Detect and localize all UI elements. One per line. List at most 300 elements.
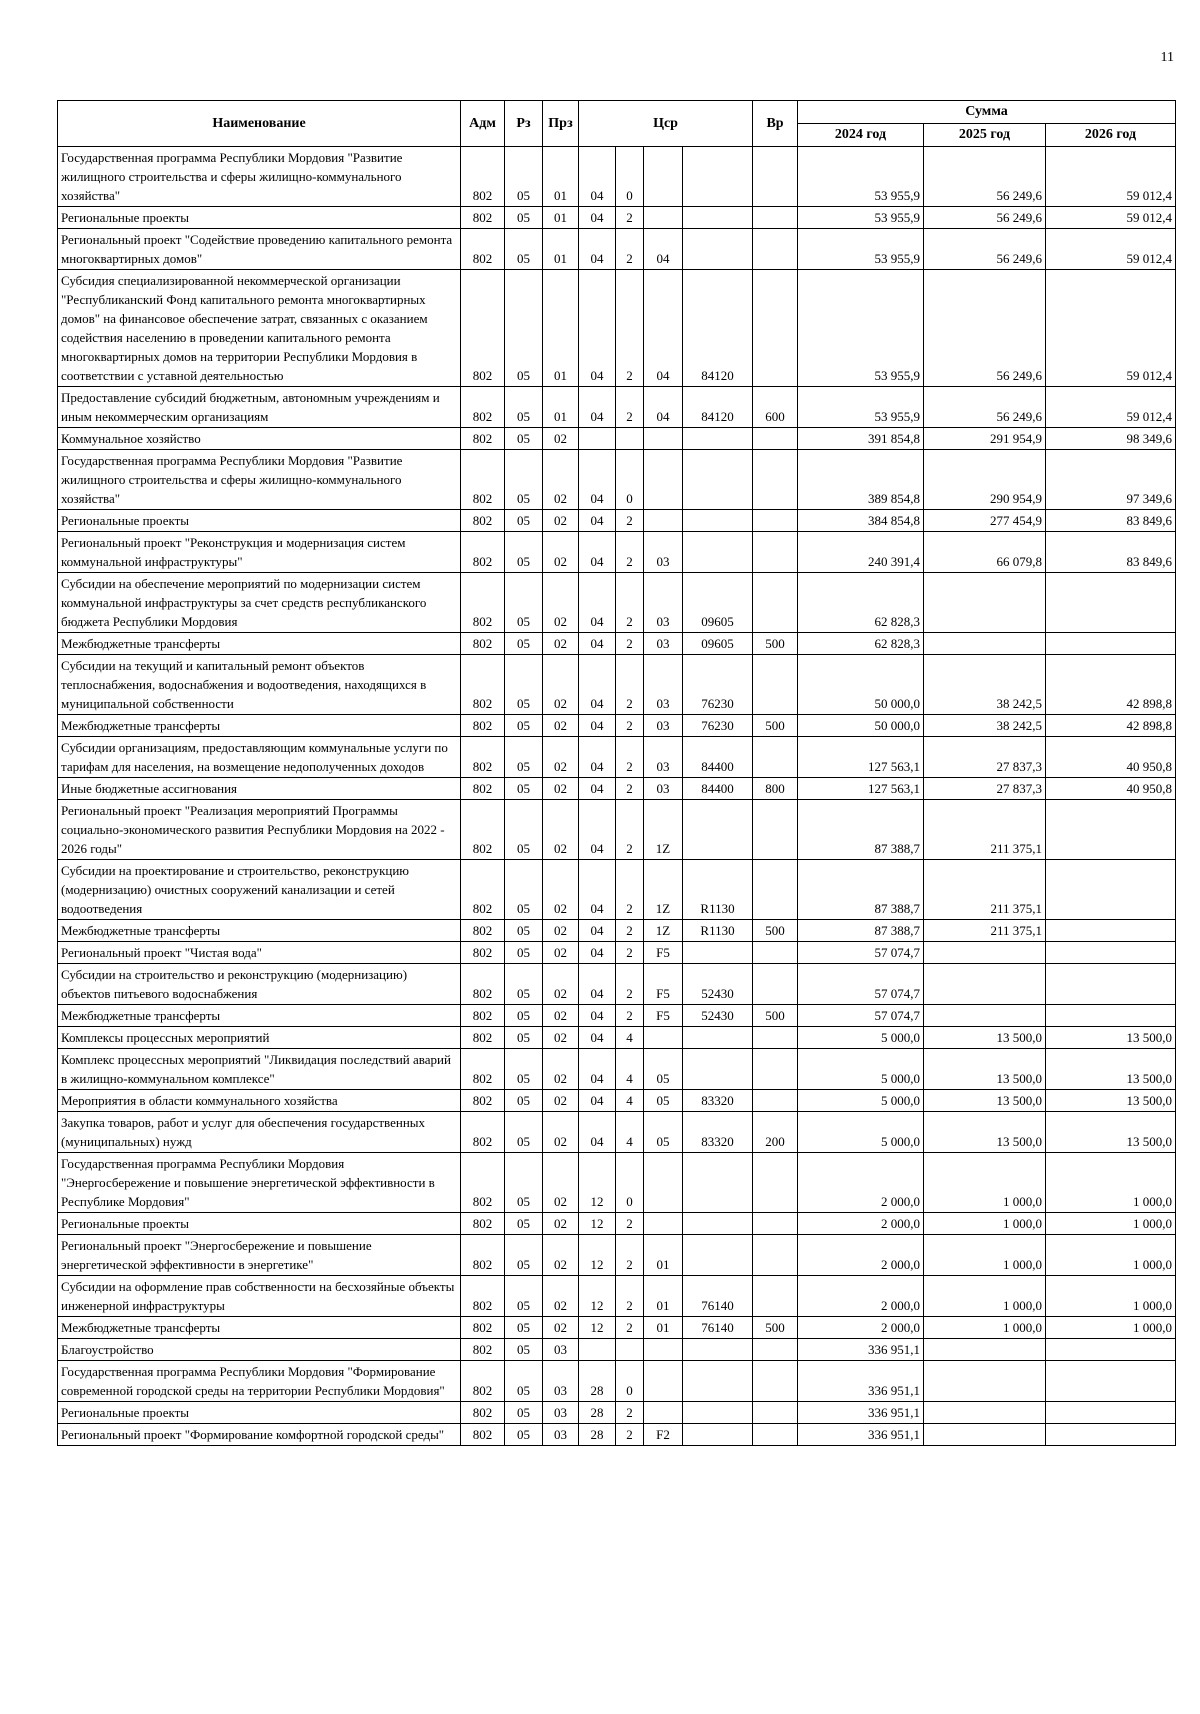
cell-csr-direction: [683, 1049, 753, 1090]
cell-name: Региональный проект "Реконструкция и модернизация систем коммунальной инфраструктуры": [58, 532, 461, 573]
cell-name: Региональные проекты: [58, 510, 461, 532]
cell-vr: [753, 1153, 798, 1213]
cell-sum-2026: [1046, 920, 1176, 942]
cell-sum-2024: 2 000,0: [798, 1213, 924, 1235]
cell-csr-direction: [683, 1361, 753, 1402]
cell-rz: 05: [505, 860, 543, 920]
cell-sum-2026: 13 500,0: [1046, 1112, 1176, 1153]
cell-sum-2024: 87 388,7: [798, 800, 924, 860]
cell-csr-project: F5: [644, 1005, 683, 1027]
cell-csr-project: 03: [644, 778, 683, 800]
cell-sum-2026: 42 898,8: [1046, 655, 1176, 715]
cell-name: Региональные проекты: [58, 207, 461, 229]
table-row: [58, 800, 1176, 860]
cell-vr: [753, 573, 798, 633]
cell-name: Субсидии на обеспечение мероприятий по модернизации систем коммунальной инфраструктуры за счет средств республиканского бюджета Республики Мордовия: [58, 573, 461, 633]
cell-sum-2025: 211 375,1: [924, 920, 1046, 942]
cell-sum-2025: [924, 1005, 1046, 1027]
cell-vr: [753, 428, 798, 450]
cell-adm: 802: [461, 1424, 505, 1446]
cell-name: Государственная программа Республики Мордовия "Формирование современной городской среды на территории Республики Мордовия": [58, 1361, 461, 1402]
cell-vr: [753, 1049, 798, 1090]
table-row: [58, 229, 1176, 270]
cell-prz: 02: [543, 860, 579, 920]
cell-csr-program: 04: [579, 207, 616, 229]
cell-prz: 02: [543, 1049, 579, 1090]
cell-prz: 02: [543, 532, 579, 573]
cell-csr-type: 4: [616, 1090, 644, 1112]
cell-vr: 200: [753, 1112, 798, 1153]
cell-csr-program: 28: [579, 1402, 616, 1424]
table-header: [58, 101, 1176, 147]
cell-sum-2024: 5 000,0: [798, 1049, 924, 1090]
cell-csr-type: 2: [616, 1276, 644, 1317]
cell-rz: 05: [505, 1317, 543, 1339]
cell-rz: 05: [505, 1005, 543, 1027]
cell-adm: 802: [461, 1235, 505, 1276]
header-year-2025: 2025 год: [924, 124, 1046, 147]
cell-adm: 802: [461, 1153, 505, 1213]
cell-adm: 802: [461, 450, 505, 510]
cell-csr-project: 04: [644, 229, 683, 270]
cell-csr-program: 12: [579, 1276, 616, 1317]
cell-adm: 802: [461, 860, 505, 920]
table-row: [58, 532, 1176, 573]
table-row: [58, 510, 1176, 532]
cell-rz: 05: [505, 207, 543, 229]
cell-name: Субсидии на оформление прав собственности на бесхозяйные объекты инженерной инфраструктуры: [58, 1276, 461, 1317]
cell-vr: [753, 1090, 798, 1112]
cell-sum-2024: 240 391,4: [798, 532, 924, 573]
cell-adm: 802: [461, 1112, 505, 1153]
table-row: [58, 1090, 1176, 1112]
table-row: [58, 942, 1176, 964]
cell-prz: 02: [543, 778, 579, 800]
cell-rz: 05: [505, 1090, 543, 1112]
cell-name: Субсидии на проектирование и строительство, реконструкцию (модернизацию) очистных сооружений канализации и сетей водоотведения: [58, 860, 461, 920]
header-year-2026: 2026 год: [1046, 124, 1176, 147]
cell-csr-type: 2: [616, 1005, 644, 1027]
cell-name: Коммунальное хозяйство: [58, 428, 461, 450]
cell-name: Региональные проекты: [58, 1402, 461, 1424]
cell-csr-direction: 84120: [683, 387, 753, 428]
table-row: [58, 270, 1176, 387]
cell-vr: [753, 1402, 798, 1424]
cell-sum-2024: 2 000,0: [798, 1235, 924, 1276]
cell-name: Региональный проект "Энергосбережение и повышение энергетической эффективности в энергетике": [58, 1235, 461, 1276]
cell-sum-2025: 211 375,1: [924, 800, 1046, 860]
cell-name: Иные бюджетные ассигнования: [58, 778, 461, 800]
cell-csr-project: [644, 450, 683, 510]
cell-adm: 802: [461, 1005, 505, 1027]
cell-prz: 01: [543, 207, 579, 229]
cell-csr-type: 0: [616, 147, 644, 207]
table-row: [58, 715, 1176, 737]
cell-name: Субсидии на строительство и реконструкцию (модернизацию) объектов питьевого водоснабжения: [58, 964, 461, 1005]
cell-adm: 802: [461, 387, 505, 428]
cell-csr-type: 0: [616, 450, 644, 510]
cell-adm: 802: [461, 207, 505, 229]
cell-rz: 05: [505, 428, 543, 450]
cell-csr-direction: [683, 1424, 753, 1446]
cell-rz: 05: [505, 1361, 543, 1402]
table-row: [58, 737, 1176, 778]
cell-csr-type: 2: [616, 633, 644, 655]
cell-sum-2025: 13 500,0: [924, 1090, 1046, 1112]
cell-rz: 05: [505, 1402, 543, 1424]
cell-csr-program: [579, 1339, 616, 1361]
cell-csr-direction: [683, 1402, 753, 1424]
cell-sum-2026: 40 950,8: [1046, 737, 1176, 778]
cell-sum-2026: [1046, 573, 1176, 633]
cell-vr: [753, 800, 798, 860]
cell-prz: 01: [543, 147, 579, 207]
cell-sum-2025: 1 000,0: [924, 1213, 1046, 1235]
cell-csr-type: 0: [616, 1361, 644, 1402]
cell-sum-2024: 50 000,0: [798, 655, 924, 715]
cell-name: Предоставление субсидий бюджетным, автономным учреждениям и иным некоммерческим организациям: [58, 387, 461, 428]
cell-csr-program: 04: [579, 270, 616, 387]
cell-csr-program: 04: [579, 1005, 616, 1027]
cell-prz: 01: [543, 229, 579, 270]
cell-sum-2025: 27 837,3: [924, 778, 1046, 800]
cell-csr-direction: 83320: [683, 1090, 753, 1112]
cell-sum-2026: 1 000,0: [1046, 1213, 1176, 1235]
cell-adm: 802: [461, 1402, 505, 1424]
cell-prz: 02: [543, 655, 579, 715]
cell-sum-2026: 1 000,0: [1046, 1317, 1176, 1339]
cell-csr-direction: 76140: [683, 1317, 753, 1339]
cell-csr-project: 03: [644, 737, 683, 778]
cell-csr-type: [616, 1339, 644, 1361]
cell-csr-program: 04: [579, 1049, 616, 1090]
cell-vr: [753, 532, 798, 573]
cell-csr-program: 04: [579, 450, 616, 510]
cell-adm: 802: [461, 715, 505, 737]
cell-prz: 02: [543, 942, 579, 964]
cell-sum-2026: 1 000,0: [1046, 1235, 1176, 1276]
cell-csr-program: 04: [579, 147, 616, 207]
cell-csr-program: 04: [579, 1090, 616, 1112]
cell-csr-project: [644, 147, 683, 207]
cell-csr-project: [644, 1153, 683, 1213]
cell-sum-2025: 56 249,6: [924, 229, 1046, 270]
cell-prz: 03: [543, 1339, 579, 1361]
cell-csr-project: [644, 1213, 683, 1235]
cell-csr-program: 12: [579, 1235, 616, 1276]
cell-prz: 02: [543, 573, 579, 633]
cell-sum-2024: 127 563,1: [798, 778, 924, 800]
cell-csr-direction: 84120: [683, 270, 753, 387]
cell-rz: 05: [505, 510, 543, 532]
cell-name: Региональный проект "Реализация мероприятий Программы социально-экономического развития Республики Мордовия на 2022 - 2026 годы": [58, 800, 461, 860]
cell-csr-project: 1Z: [644, 860, 683, 920]
cell-csr-type: [616, 428, 644, 450]
cell-sum-2024: 2 000,0: [798, 1153, 924, 1213]
cell-rz: 05: [505, 633, 543, 655]
cell-csr-direction: [683, 428, 753, 450]
cell-csr-project: [644, 1339, 683, 1361]
cell-sum-2026: 13 500,0: [1046, 1027, 1176, 1049]
cell-vr: 600: [753, 387, 798, 428]
cell-csr-program: 04: [579, 800, 616, 860]
cell-csr-program: 04: [579, 633, 616, 655]
cell-sum-2024: 53 955,9: [798, 147, 924, 207]
cell-adm: 802: [461, 920, 505, 942]
cell-csr-type: 2: [616, 270, 644, 387]
cell-csr-program: 04: [579, 964, 616, 1005]
cell-sum-2024: 5 000,0: [798, 1090, 924, 1112]
cell-sum-2024: 391 854,8: [798, 428, 924, 450]
cell-csr-type: 2: [616, 1235, 644, 1276]
table-row: [58, 1213, 1176, 1235]
cell-csr-project: 05: [644, 1090, 683, 1112]
cell-csr-type: 2: [616, 573, 644, 633]
cell-vr: [753, 737, 798, 778]
cell-name: Государственная программа Республики Мордовия "Энергосбережение и повышение энергетической эффективности в Республике Мордовия": [58, 1153, 461, 1213]
budget-table: [57, 100, 1176, 1446]
cell-name: Закупка товаров, работ и услуг для обеспечения государственных (муниципальных) нужд: [58, 1112, 461, 1153]
cell-csr-type: 4: [616, 1049, 644, 1090]
cell-csr-project: [644, 207, 683, 229]
cell-prz: 02: [543, 450, 579, 510]
cell-csr-program: 04: [579, 510, 616, 532]
cell-rz: 05: [505, 920, 543, 942]
table-row: [58, 778, 1176, 800]
cell-sum-2024: 384 854,8: [798, 510, 924, 532]
cell-rz: 05: [505, 1424, 543, 1446]
cell-csr-direction: [683, 207, 753, 229]
cell-csr-type: 4: [616, 1027, 644, 1049]
cell-rz: 05: [505, 1276, 543, 1317]
cell-sum-2025: 290 954,9: [924, 450, 1046, 510]
cell-sum-2025: 211 375,1: [924, 860, 1046, 920]
cell-prz: 02: [543, 1213, 579, 1235]
cell-name: Комплексы процессных мероприятий: [58, 1027, 461, 1049]
header-csr: Цср: [579, 101, 753, 147]
cell-csr-direction: [683, 532, 753, 573]
cell-vr: [753, 1276, 798, 1317]
cell-csr-direction: 76140: [683, 1276, 753, 1317]
cell-sum-2025: [924, 633, 1046, 655]
cell-sum-2026: [1046, 633, 1176, 655]
cell-sum-2026: 97 349,6: [1046, 450, 1176, 510]
cell-adm: 802: [461, 655, 505, 715]
table-row: [58, 1112, 1176, 1153]
cell-name: Субсидии организациям, предоставляющим коммунальные услуги по тарифам для населения, на возмещение недополученных доходов: [58, 737, 461, 778]
cell-vr: [753, 1235, 798, 1276]
cell-prz: 03: [543, 1424, 579, 1446]
table-row: [58, 1361, 1176, 1402]
cell-csr-program: 04: [579, 387, 616, 428]
cell-csr-type: 2: [616, 387, 644, 428]
cell-sum-2026: 13 500,0: [1046, 1090, 1176, 1112]
cell-sum-2025: [924, 1361, 1046, 1402]
cell-rz: 05: [505, 778, 543, 800]
cell-csr-program: 04: [579, 1112, 616, 1153]
cell-prz: 02: [543, 1112, 579, 1153]
cell-vr: 500: [753, 633, 798, 655]
cell-csr-program: 04: [579, 715, 616, 737]
cell-csr-program: 12: [579, 1153, 616, 1213]
cell-csr-project: [644, 1402, 683, 1424]
cell-rz: 05: [505, 1049, 543, 1090]
cell-csr-direction: [683, 1339, 753, 1361]
cell-csr-direction: [683, 450, 753, 510]
cell-csr-direction: [683, 147, 753, 207]
cell-csr-type: 2: [616, 860, 644, 920]
cell-vr: [753, 860, 798, 920]
cell-sum-2026: 59 012,4: [1046, 207, 1176, 229]
cell-sum-2024: 53 955,9: [798, 207, 924, 229]
cell-rz: 05: [505, 1339, 543, 1361]
cell-vr: [753, 229, 798, 270]
cell-csr-project: F2: [644, 1424, 683, 1446]
cell-sum-2024: 57 074,7: [798, 1005, 924, 1027]
cell-csr-direction: [683, 942, 753, 964]
cell-sum-2024: 53 955,9: [798, 229, 924, 270]
cell-csr-project: F5: [644, 964, 683, 1005]
cell-sum-2026: [1046, 1424, 1176, 1446]
cell-sum-2024: 336 951,1: [798, 1361, 924, 1402]
table-row: [58, 860, 1176, 920]
cell-sum-2026: 59 012,4: [1046, 387, 1176, 428]
cell-vr: [753, 1361, 798, 1402]
cell-csr-project: [644, 1027, 683, 1049]
cell-csr-type: 2: [616, 800, 644, 860]
cell-sum-2025: [924, 1424, 1046, 1446]
cell-prz: 01: [543, 387, 579, 428]
cell-csr-project: [644, 510, 683, 532]
cell-adm: 802: [461, 428, 505, 450]
cell-csr-direction: 09605: [683, 633, 753, 655]
cell-csr-project: 01: [644, 1317, 683, 1339]
cell-sum-2024: 87 388,7: [798, 860, 924, 920]
cell-rz: 05: [505, 1153, 543, 1213]
cell-adm: 802: [461, 270, 505, 387]
cell-prz: 02: [543, 737, 579, 778]
cell-rz: 05: [505, 1213, 543, 1235]
cell-name: Межбюджетные трансферты: [58, 715, 461, 737]
cell-rz: 05: [505, 942, 543, 964]
table-row: [58, 147, 1176, 207]
cell-adm: 802: [461, 800, 505, 860]
cell-csr-direction: [683, 800, 753, 860]
cell-adm: 802: [461, 737, 505, 778]
cell-csr-project: 1Z: [644, 800, 683, 860]
cell-csr-direction: 52430: [683, 1005, 753, 1027]
cell-csr-direction: 52430: [683, 964, 753, 1005]
cell-name: Межбюджетные трансферты: [58, 1317, 461, 1339]
table-row: [58, 1424, 1176, 1446]
cell-sum-2025: 13 500,0: [924, 1112, 1046, 1153]
cell-csr-type: 2: [616, 1402, 644, 1424]
cell-csr-program: 04: [579, 655, 616, 715]
cell-csr-type: 2: [616, 532, 644, 573]
cell-csr-type: 2: [616, 229, 644, 270]
cell-csr-type: 2: [616, 510, 644, 532]
table-row: [58, 387, 1176, 428]
cell-vr: [753, 450, 798, 510]
cell-name: Государственная программа Республики Мордовия "Развитие жилищного строительства и сферы жилищно-коммунального хозяйства": [58, 450, 461, 510]
cell-sum-2026: [1046, 860, 1176, 920]
cell-rz: 05: [505, 387, 543, 428]
cell-csr-type: 2: [616, 920, 644, 942]
cell-sum-2025: 291 954,9: [924, 428, 1046, 450]
cell-prz: 02: [543, 428, 579, 450]
cell-adm: 802: [461, 1213, 505, 1235]
cell-sum-2026: [1046, 1402, 1176, 1424]
cell-rz: 05: [505, 715, 543, 737]
cell-vr: [753, 1027, 798, 1049]
cell-rz: 05: [505, 655, 543, 715]
cell-sum-2024: 5 000,0: [798, 1112, 924, 1153]
cell-csr-project: 05: [644, 1112, 683, 1153]
cell-vr: [753, 510, 798, 532]
table-row: [58, 207, 1176, 229]
cell-csr-direction: R1130: [683, 860, 753, 920]
page-number: 11: [1160, 50, 1174, 65]
cell-csr-type: 2: [616, 207, 644, 229]
cell-adm: 802: [461, 1339, 505, 1361]
cell-csr-program: 28: [579, 1361, 616, 1402]
header-adm: Адм: [461, 101, 505, 147]
header-vr: Вр: [753, 101, 798, 147]
header-sum: Сумма: [798, 101, 1176, 124]
cell-rz: 05: [505, 964, 543, 1005]
cell-csr-type: 2: [616, 778, 644, 800]
cell-csr-project: 01: [644, 1276, 683, 1317]
cell-adm: 802: [461, 1317, 505, 1339]
cell-csr-program: 04: [579, 920, 616, 942]
cell-adm: 802: [461, 1027, 505, 1049]
cell-name: Региональный проект "Формирование комфортной городской среды": [58, 1424, 461, 1446]
cell-csr-type: 0: [616, 1153, 644, 1213]
cell-sum-2026: 98 349,6: [1046, 428, 1176, 450]
cell-csr-project: 03: [644, 633, 683, 655]
cell-csr-type: 2: [616, 964, 644, 1005]
cell-sum-2024: 87 388,7: [798, 920, 924, 942]
table-row: [58, 1339, 1176, 1361]
cell-vr: 500: [753, 715, 798, 737]
cell-vr: 800: [753, 778, 798, 800]
cell-csr-direction: [683, 1213, 753, 1235]
cell-sum-2025: 1 000,0: [924, 1235, 1046, 1276]
cell-csr-program: 04: [579, 942, 616, 964]
cell-csr-type: 4: [616, 1112, 644, 1153]
cell-rz: 05: [505, 1235, 543, 1276]
cell-sum-2024: 5 000,0: [798, 1027, 924, 1049]
cell-csr-direction: [683, 510, 753, 532]
cell-sum-2024: 336 951,1: [798, 1424, 924, 1446]
cell-sum-2025: 56 249,6: [924, 387, 1046, 428]
cell-sum-2025: [924, 964, 1046, 1005]
cell-rz: 05: [505, 270, 543, 387]
cell-sum-2026: [1046, 964, 1176, 1005]
cell-sum-2025: 56 249,6: [924, 207, 1046, 229]
table-row: [58, 633, 1176, 655]
cell-rz: 05: [505, 1112, 543, 1153]
cell-vr: 500: [753, 1005, 798, 1027]
cell-prz: 03: [543, 1402, 579, 1424]
table-row: [58, 920, 1176, 942]
header-rz: Рз: [505, 101, 543, 147]
cell-sum-2026: [1046, 800, 1176, 860]
cell-sum-2025: [924, 1339, 1046, 1361]
cell-vr: [753, 1339, 798, 1361]
cell-sum-2024: 53 955,9: [798, 270, 924, 387]
cell-prz: 02: [543, 1153, 579, 1213]
